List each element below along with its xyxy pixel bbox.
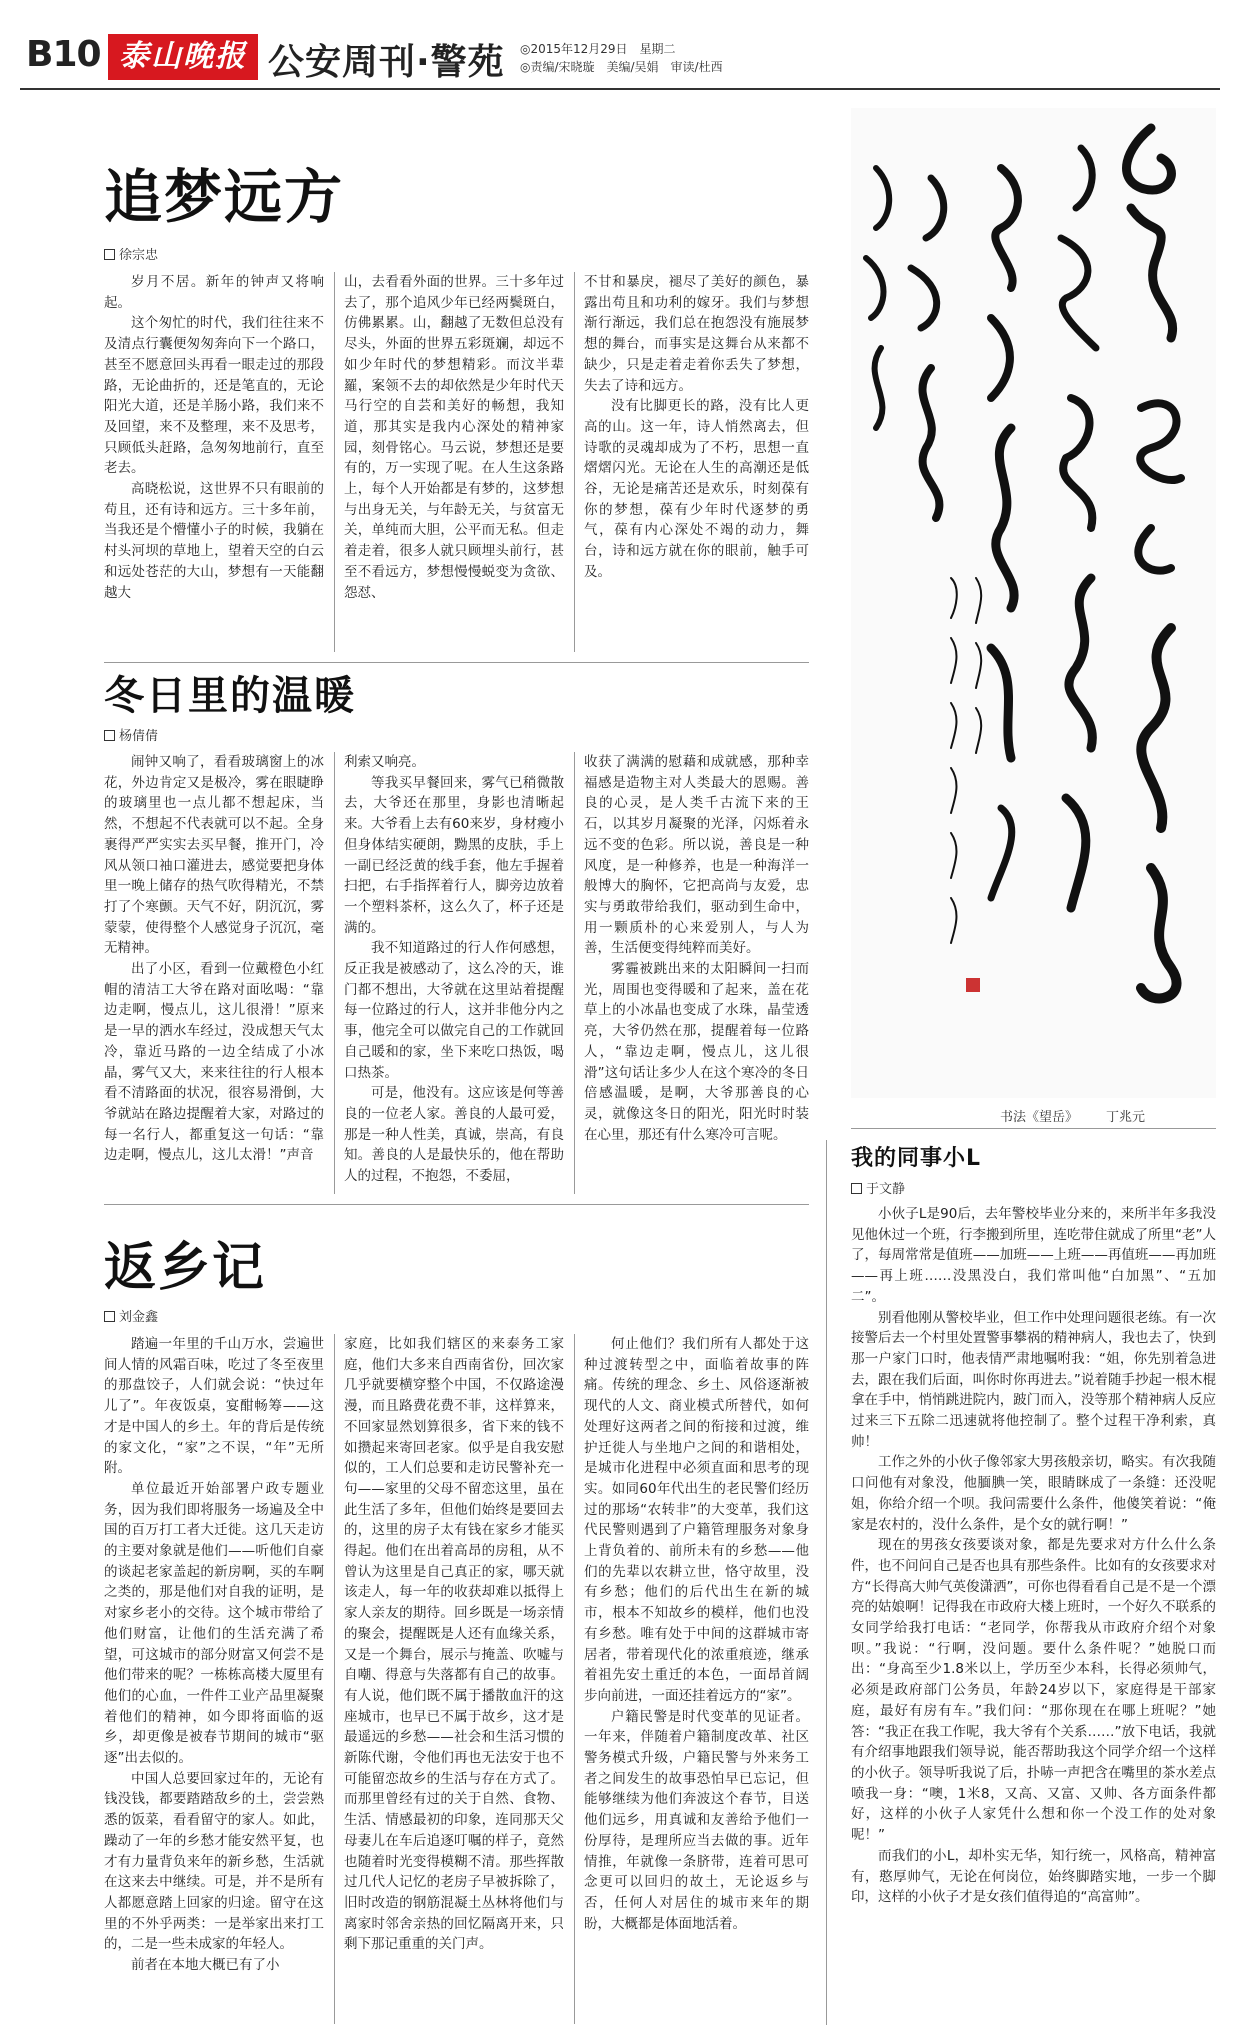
article2-col2 (344, 752, 564, 1187)
paragraph: 何止他们？我们所有人都处于这种过渡转型之中，面临着故事的阵痛。传统的理念、乡土、风俗逐渐被现代的人文、商业模式所替代，如何处理好这两者之间的衔接和过渡，维护迁徙人与坐地户之间的和谐相处，是城市化进程中必须直面和思考的现实。如同60年代出生的老民警们经历过的那场“农转非”的大变革，我们这代民警则遇到了户籍管理服务对象身上背负着的、前所未有的乡愁——他们的先辈以农耕立世，恪守故里，没有乡愁；他们的后代出生在新的城市，根本不知故乡的模样，他们也没有乡愁。唯有处于中间的这群城市寄居者，带着现代化的浓重痕迹，继承着祖先安土重迁的本色，一面昂首阔步向前进，一面还挂着远方的“家”。 (584, 1336, 809, 1704)
article3-title: 返乡记 (104, 1238, 267, 1298)
section-title: 公安周刊·警苑 (268, 42, 505, 83)
header-rule (20, 88, 1220, 90)
article1-col3 (584, 272, 809, 583)
paragraph: 别看他刚从警校毕业，但工作中处理问题很老练。有一次接警后去一个村里处置警事攀祸的精神病人，我也去了，快到那一户家门口时，他表情严肃地嘱咐我：“姐，你先别着急进去，跟在我们后面，叫你时你再进去。”说着随手抄起一根木棍拿在手中，悄悄跳进院内，跛门而入，没等那个精神病人反应过来三下五除二迅速就将他控制了。整个过程干净利索，真帅！ (851, 1309, 1216, 1450)
paragraph: 这个匆忙的时代，我们往往来不及清点行囊便匆匆奔向下一个路口，甚至不愿意回头再看一眼走过的那段路，无论曲折的，还是笔直的，无论阳光大道，还是羊肠小路，我们来不及回望，来不及整理，来不及思考，只顾低头赶路，急匆匆地前行，直至老去。 (104, 315, 324, 477)
article4-title: 我的同事小L (851, 1146, 982, 1171)
article4-byline: 于文静 (851, 1178, 905, 1197)
section-divider (104, 1204, 809, 1205)
article2-byline: 杨倩倩 (104, 725, 158, 744)
paragraph: 踏遍一年里的千山万水，尝遍世间人情的风霜百味，吃过了冬至夜里的那盘饺子，人们就会说：“快过年儿了”。年夜饭桌，宴酣畅筹——这才是中国人的乡土。年的背后是传统的家文化，“家”之不误，“年”无所附。 (104, 1336, 324, 1477)
calligraphy-strokes (851, 108, 1216, 1098)
column-divider (334, 272, 335, 652)
caption-author: 丁兆元 (1106, 1110, 1146, 1125)
paragraph: 出了小区，看到一位戴橙色小红帽的清洁工大爷在路对面吆喝：“靠边走啊，慢点儿，这儿很滑！”原来是一早的洒水车经过，没成想天气太冷，靠近马路的一边全结成了小冰晶，雾气又大，来来往往的行人根本看不清路面的状况，很容易滑倒，大爷就站在路边提醒着大家，对路过的每一名行人，都重复这一句话：“靠边走啊，慢点儿，这儿太滑！”声音 (104, 961, 324, 1164)
section-divider (851, 1128, 1216, 1129)
editor-line: ◎责编/宋晓璇 美编/吴娟 审读/杜西 (520, 60, 723, 74)
paragraph: 而我们的小L，却朴实无华，知行统一，风格高，精神富有，憨厚帅气，无论在何岗位，始终脚踏实地，一步一个脚印，这样的小伙子才是女孩们值得追的“高富帅”。 (851, 1847, 1216, 1906)
paragraph: 户籍民警是时代变革的见证者。一年来，伴随着户籍制度改革、社区警务模式升级，户籍民警与外来务工者之间发生的故事恐怕早已忘记，但能够继续为他们奔波这个春节，目送他们远乡，用真诚和友善给予他们一份厚待，是理所应当去做的事。近年情推，年就像一条脐带，连着可思可念更可以回归的故土，无论返乡与否，任何人对居住的城市来年的期盼，大概都是体面地活着。 (584, 1708, 809, 1932)
newspaper-logo: 泰山晚报 (108, 34, 258, 80)
date-line: ◎2015年12月29日 星期二 (520, 42, 676, 56)
calligraphy-caption (1000, 1106, 1145, 1125)
paragraph: 可是，他没有。这应该是何等善良的一位老人家。善良的人最可爱，那是一种人性美，真诚，崇高，有良知。善良的人是最快乐的，他在帮助人的过程，不抱怨，不委屈， (344, 1085, 564, 1185)
paragraph: 工作之外的小伙子像邻家大男孩般亲切，略实。有次我随口问他有对象没，他腼腆一笑，眼睛眯成了一条缝：还没呢姐，你给介绍一个呗。我问需要什么条件，他傻笑着说：“俺家是农村的，没什么条件，是个女的就行啊！” (851, 1454, 1216, 1533)
paragraph: 现在的男孩女孩要谈对象，都是先要求对方什么什么条件，也不问问自己是否也具有那些条件。比如有的女孩要求对方“长得高大帅气英俊潇洒”，可你也得看看自己是不是一个漂亮的姑娘啊！记得我在市政府大楼上班时，一个好久不联系的女同学给我打电话：“老同学，你帮我从市政府介绍个对象呗。”我说：“行啊，没问题。要什么条件呢？”她脱口而出：“身高至少1.8米以上，学历至少本科，长得必须帅气，必须是政府部门公务员，年龄24岁以下，家庭得是干部家庭，最好有房有车。”我们问：“那你现在在哪上班呢？”她答：“我正在我工作呢，我大爷有个关系……”放下电话，我就有介绍事地跟我们领导说，能否帮助我这个同学介绍一个这样的小伙子。领导听我说了后，扑哧一声把含在嘴里的茶水差点喷我一身：“噢，1米8，又高、又富、又帅、各方面条件都好，这样的小伙子人家凭什么想和你一个没工作的处对象呢！” (851, 1537, 1216, 1844)
seal-mark (966, 978, 980, 992)
paragraph: 不甘和暴戾，褪尽了美好的颜色，暴露出苟且和功利的嫁牙。我们与梦想渐行渐远，我们总在抱怨没有施展梦想的舞台，而事实是这舞台从来都不缺少，只是走着走着你丢失了梦想，失去了诗和远方。 (584, 274, 809, 394)
article2-col1 (104, 752, 324, 1166)
column-divider (334, 752, 335, 1194)
article1-col1 (104, 272, 324, 603)
paragraph: 山，去看看外面的世界。三十多年过去了，那个追风少年已经两鬓斑白，仿佛累累。山，翻越了无数但总没有尽头，外面的世界五彩斑斓，却远不如少年时代的梦想精彩。而汶半辈羅，案领不去的却依然是少年时代天马行空的自芸和美好的畅想，我知道，那其实是我内心深处的精神家园，刻骨铭心。马云说，梦想还是要有的，万一实现了呢。在人生这条路上，每个人开始都是有梦的，这梦想与出身无关，与年龄无关，与贫富无关，单纯而大胆，公平而无私。但走着走着，很多人就只顾埋头前行，甚至不看远方，梦想慢慢蜕变为贪欲、怨怼、 (344, 274, 564, 601)
article2-col3 (584, 752, 809, 1145)
paragraph: 小伙子L是90后，去年警校毕业分来的，来所半年多我没见他休过一个班，行李搬到所里，连吃带住就成了所里“老”人了，每周常常是值班——加班——上班——再值班——再加班——再上班……没黑没白，我们常叫他“白加黑”、“五加二”。 (851, 1206, 1216, 1305)
article1-title: 追梦远方 (104, 163, 345, 231)
paragraph: 中国人总要回家过年的，无论有钱没钱，都要踏踏敌乡的土，尝尝熟悉的饭菜，看看留守的家人。如此，躁动了一年的乡愁才能安然平复，也才有力量背负来年的新乡愁，生活就在这来去中继续。可是，并不是所有人都愿意踏上回家的归途。留守在这里的不外乎两类：一是举家出来打工的，二是一些未成家的年轻人。 (104, 1770, 324, 1953)
column-divider (334, 1334, 335, 2024)
article4-col1 (851, 1204, 1216, 1908)
paragraph: 我不知道路过的行人作何感想，反正我是被感动了，这么冷的天，谁门都不想出，大爷就在这里站着提醒每一位路过的行人，这并非他分内之事，他完全可以做完自己的工作就回自己暖和的家，坐下来吃口热饭，喝口热茶。 (344, 940, 564, 1081)
column-divider (574, 752, 575, 1194)
paragraph: 单位最近开始部署户政专题业务，因为我们即将服务一场遍及全中国的百万打工者大迁徙。这几天走访的主要对象就是他们——听他们自豪的谈起老家盖起的新房啊，买的车啊之类的，那是他们对自我的证明，是对家乡老小的交待。这个城市带给了他们财富，让他们的生活充满了希望，可这城市的部分财富又何尝不是他们带来的呢？一栋栋高楼大厦里有他们的心血，一件件工业产品里凝聚着他们的精神，如今即将面临的返乡，却更像是被春节期间的城市“驱逐”出去似的。 (104, 1480, 324, 1767)
column-divider (574, 1334, 575, 2024)
article3-byline: 刘金鑫 (104, 1306, 158, 1325)
paragraph: 没有比脚更长的路，没有比人更高的山。这一年，诗人悄然离去，但诗歌的灵魂却成为了不朽，思想一直熠熠闪光。无论在人生的高潮还是低谷，无论是痛苦还是欢乐，时刻葆有你的梦想，葆有少年时代逐梦的勇气，葆有内心深处不竭的动力，舞台，诗和远方就在你的眼前，触手可及。 (584, 398, 809, 580)
calligraphy-artwork (851, 108, 1216, 1098)
paragraph: 收获了满满的慰藉和成就感，那种幸福感是造物主对人类最大的恩赐。善良的心灵，是人类千古流下来的王石，以其岁月凝聚的光泽，闪烁着永远不变的色彩。所以说，善良是一种风度，是一种修养，也是一种海洋一般博大的胸怀，它把高尚与友爱，忠实与勇敢带给我们，驱动到生命中，用一颗质朴的心来爱别人，与人为善，生活便变得纯粹而美好。 (584, 754, 809, 957)
article3-col3 (584, 1334, 809, 1934)
section-divider (104, 662, 809, 663)
paragraph: 雾霾被跳出来的太阳瞬间一扫而光，周围也变得暖和了起来，盖在花草上的小冰晶也变成了水珠，晶莹透亮，大爷仍然在那，提醒着每一位路人，“靠边走啊，慢点儿，这儿很滑”这句话让多少人在这个寒冷的冬日倍感温暖，是啊，大爷那善良的心灵，就像这冬日的阳光，阳光时时装在心里，那还有什么寒冷可言呢。 (584, 961, 809, 1143)
paragraph: 利索又响亮。 (344, 754, 425, 770)
paragraph: 前者在本地大概已有了小 (131, 1957, 280, 1974)
paragraph: 岁月不居。新年的钟声又将响起。 (104, 274, 324, 311)
article3-col1 (104, 1334, 324, 1976)
column-divider (574, 272, 575, 652)
paragraph: 高晓松说，这世界不只有眼前的苟且，还有诗和远方。三十多年前，当我还是个懵懂小子的时候，我躺在村头河坝的草地上，望着天空的白云和远处苍茫的大山，梦想有一天能翻越大 (104, 481, 324, 601)
article1-byline: 徐宗忠 (104, 244, 158, 263)
paragraph: 家庭，比如我们辖区的来泰务工家庭，他们大多来自西南省份，回次家几乎就要横穿整个中国，不仅路途漫漫，而且路费花费不菲，这样算来，不回家显然划算很多，省下来的钱不如攒起来寄回老家。似乎是自我安慰似的，工人们总要和走访民警补充一句——家里的父母不留恋这里，虽在此生活了多年，但他们始终是要回去的，这里的房子太有钱在家乡才能买得起。他们在出着高昂的房租，从不曾认为这里是自己真正的家，哪天就该走人，每一年的收获却难以抵得上家人亲友的期待。回乡既是一场亲情的聚会，提醒既是人还有血缘关系，又是一个舞台，展示与掩盖、吹嘘与自嘲、得意与失落都有自己的故事。有人说，他们既不属于播散血汗的这座城市，也早已不属于故乡，这才是最遥远的乡愁——社会和生活习惯的新陈代谢，令他们再也无法安于也不可能留恋故乡的生活与存在方式了。而那里曾经有过的关于自然、食物、生活、情感最初的印象，连同那天父母妻儿在车后追逐叮嘱的样子，竟然也随着时光变得模糊不清。那些挥散过几代人记忆的老房子早被拆除了，旧时改造的钢筋混凝土丛林将他们与离家时邻舍亲热的回忆隔离开来，只剩下那记重重的关门声。 (344, 1336, 564, 1953)
article3-col2 (344, 1334, 564, 1955)
article2-title: 冬日里的温暖 (104, 673, 356, 719)
article1-col2 (344, 272, 564, 603)
caption-title: 书法《望岳》 (1000, 1110, 1079, 1125)
page-number: B10 (26, 34, 101, 75)
column-divider (826, 1140, 827, 2025)
paragraph: 闹钟又响了，看看玻璃窗上的冰花，外边肯定又是极冷，雾在眼睫睁的玻璃里也一点儿都不想起床，当然，不想起不代表就可以不起。全身裹得严严实实去买早餐，推开门，冷风从领口袖口灌进去，感觉要把身体里一晚上储存的热气吹得精光，不禁打了个寒颤。天气不好，阴沉沉，雾蒙蒙，使得整个人感觉身子沉沉，毫无精神。 (104, 754, 324, 957)
paragraph: 等我买早餐回来，雾气已稍微散去，大爷还在那里，身影也清晰起来。大爷看上去有60来岁，身材瘦小但身体结实硬朗，黝黑的皮肤，手上一副已经泛黄的线手套，他左手握着扫把，右手指挥着行人，脚旁边放着一个塑料茶杯，这么久了，杯子还是满的。 (344, 774, 564, 936)
